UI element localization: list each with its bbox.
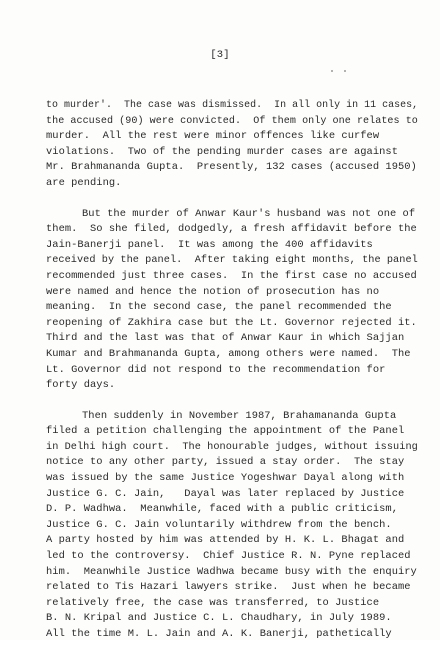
text-line: Justice G. C. Jain voluntarily withdrew from the bench. <box>46 518 392 531</box>
paragraph-1 <box>46 98 418 192</box>
text-line: filed a petition challenging the appointment of the Panel <box>46 425 405 438</box>
text-line: violations. Two of the pending murder cases are against <box>46 145 398 158</box>
text-line: notice to any other party, issued a stay order. The stay <box>46 456 405 469</box>
text-line: recommended just three cases. In the first case no accused <box>46 269 417 282</box>
text-line: in Delhi high court. The honourable judges, without issuing <box>46 440 418 453</box>
page-number: [3] <box>210 49 230 61</box>
text-line: D. P. Wadhwa. Meanwhile, faced with a public criticism, <box>46 503 398 516</box>
scan-speck <box>331 70 333 72</box>
text-line: him. Meanwhile Justice Wadhwa became busy with the enquiry <box>46 565 417 578</box>
paragraph-3 <box>46 409 418 643</box>
text-line: murder. All the rest were minor offences like curfew <box>46 130 380 143</box>
text-line: reopening of Zakhira case but the Lt. Governor rejected it. <box>46 316 417 329</box>
text-line: Kumar and Brahmananda Gupta, among others were named. The <box>46 347 411 360</box>
text-line: related to Tis Hazari lawyers strike. Just when he became <box>46 581 411 594</box>
text-line: A party hosted by him was attended by H. K. L. Bhagat and <box>46 534 405 547</box>
text-line: forty days. <box>46 379 116 392</box>
text-line: meaning. In the second case, the panel recommended the <box>46 301 392 314</box>
text-line: relatively free, the case was transferred, to Justice <box>46 596 380 609</box>
text-line: the accused (90) were convicted. Of them only one relates to <box>46 114 418 127</box>
text-line: led to the controversy. Chief Justice R. N. Pyne replaced <box>46 550 411 563</box>
text-line: are pending. <box>46 176 122 189</box>
text-line: to murder'. The case was dismissed. In all only in 11 cases, <box>46 99 419 111</box>
text-line: Third and the last was that of Anwar Kaur in which Sajjan <box>46 332 405 345</box>
text-line: them. So she filed, dodgedly, a fresh affidavit before the <box>46 223 417 236</box>
text-line: were named and hence the notion of prosecution has no <box>46 285 380 298</box>
text-line: All the time M. L. Jain and A. K. Banerji, pathetically <box>46 628 392 640</box>
text-line: Jain-Banerji panel. It was among the 400 affidavits <box>46 238 373 251</box>
text-line: received by the panel. After taking eight months, the panel <box>46 254 418 267</box>
paragraph-2 <box>46 207 418 394</box>
document-body <box>46 98 418 658</box>
text-line: Lt. Governor did not respond to the recommendation for <box>46 363 386 376</box>
scan-speck <box>344 70 346 72</box>
text-line: was issued by the same Justice Yogeshwar Dayal along with <box>46 472 405 485</box>
text-line: Then suddenly in November 1987, Brahamananda Gupta <box>82 409 397 422</box>
text-line: B. N. Kripal and Justice C. L. Chaudhary, in July 1989. <box>46 612 392 625</box>
text-line: Mr. Brahmananda Gupta. Presently, 132 cases (accused 1950) <box>46 161 417 174</box>
text-line: Justice G. C. Jain, Dayal was later replaced by Justice <box>46 487 405 500</box>
text-line: But the murder of Anwar Kaur's husband was not one of <box>82 207 416 220</box>
